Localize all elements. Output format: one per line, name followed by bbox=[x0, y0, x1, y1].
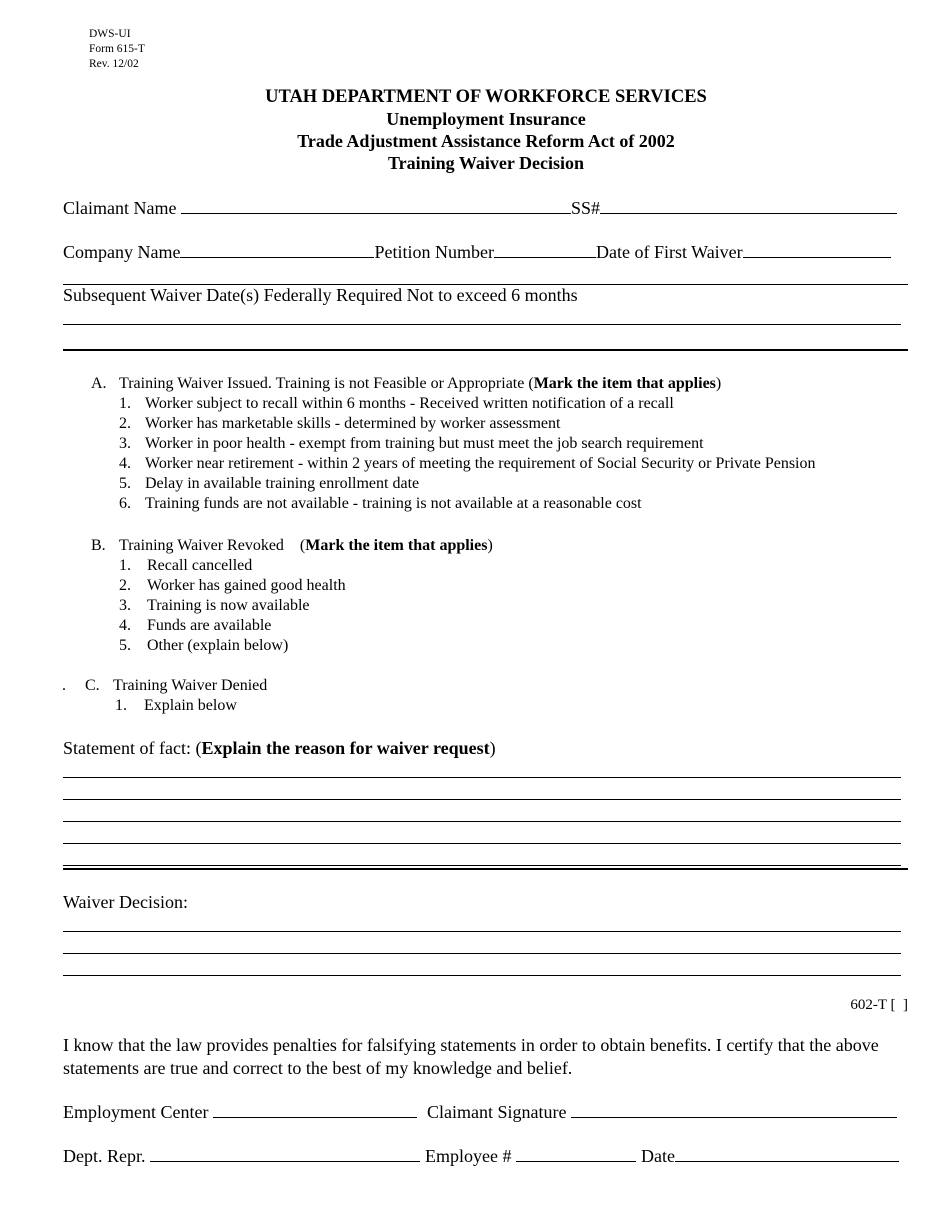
signature-row-2 bbox=[63, 1145, 899, 1167]
statement-line[interactable] bbox=[63, 799, 901, 800]
program-title: Unemployment Insurance bbox=[386, 109, 586, 129]
section-c-item[interactable] bbox=[115, 696, 237, 716]
section-a-item[interactable] bbox=[119, 394, 674, 414]
item-text: Worker in poor health - exempt from training but must meet the job search requirement bbox=[145, 435, 704, 452]
item-number: 4. bbox=[119, 617, 131, 634]
company-name-field[interactable] bbox=[180, 241, 374, 258]
employment-center-field[interactable] bbox=[213, 1101, 417, 1118]
agency-title: UTAH DEPARTMENT OF WORKFORCE SERVICES bbox=[265, 87, 707, 107]
item-text: Other (explain below) bbox=[147, 637, 289, 654]
form-id-block bbox=[89, 27, 145, 72]
section-c-letter: C. bbox=[85, 677, 100, 694]
section-a-item[interactable] bbox=[119, 434, 704, 454]
item-number: 4. bbox=[119, 455, 131, 472]
waiver-decision-label: Waiver Decision: bbox=[63, 892, 189, 912]
section-c-dot: . bbox=[62, 677, 66, 694]
section-a-title: Training Waiver Issued. Training is not Feasible or Appropriate ( bbox=[119, 375, 534, 392]
item-number: 5. bbox=[119, 637, 131, 654]
section-b-heading bbox=[91, 536, 493, 556]
section-b-instruction: Mark the item that applies bbox=[305, 537, 488, 554]
statement-line[interactable] bbox=[63, 777, 901, 778]
section-a-close: ) bbox=[715, 375, 722, 392]
item-number: 2. bbox=[119, 415, 131, 432]
item-text: Worker near retirement - within 2 years of meeting the requirement of Social Security or Private Pension bbox=[145, 455, 816, 472]
act-title: Trade Adjustment Assistance Reform Act of 2002 bbox=[297, 131, 675, 151]
item-number: 1. bbox=[119, 395, 131, 412]
waiver-decision-line[interactable] bbox=[63, 975, 901, 976]
claimant-name-label: Claimant Name bbox=[63, 198, 181, 218]
section-b-title: Training Waiver Revoked ( bbox=[119, 537, 306, 554]
section-b-close: ) bbox=[487, 537, 493, 554]
date-label: Date bbox=[640, 1146, 675, 1166]
form-code-checkbox[interactable]: 602-T [ ] bbox=[850, 997, 908, 1013]
item-number: 1. bbox=[115, 697, 127, 714]
claimant-signature-field[interactable] bbox=[571, 1101, 897, 1118]
waiver-decision-line[interactable] bbox=[63, 953, 901, 954]
subsequent-waiver-label: Subsequent Waiver Date(s) Federally Required Not to exceed 6 months bbox=[63, 285, 578, 305]
divider-line-thick bbox=[63, 868, 908, 870]
section-a-item[interactable] bbox=[119, 414, 560, 434]
item-text: Recall cancelled bbox=[147, 557, 253, 574]
form-number: Form 615-T bbox=[89, 43, 145, 55]
document-header bbox=[0, 86, 950, 174]
first-waiver-date-field[interactable] bbox=[743, 241, 891, 258]
claimant-name-field[interactable] bbox=[181, 197, 571, 214]
statement-suffix: ) bbox=[489, 738, 496, 758]
item-text: Training is now available bbox=[147, 597, 310, 614]
subsequent-waiver-field[interactable] bbox=[63, 324, 901, 325]
section-a-letter: A. bbox=[91, 375, 107, 392]
item-number: 3. bbox=[119, 435, 131, 452]
petition-number-field[interactable] bbox=[494, 241, 596, 258]
item-text: Explain below bbox=[144, 697, 237, 714]
section-b-item[interactable] bbox=[119, 576, 346, 596]
section-b-item[interactable] bbox=[119, 616, 271, 636]
statement-instruction: Explain the reason for waiver request bbox=[201, 738, 490, 758]
section-c-heading bbox=[62, 676, 267, 696]
section-a-item[interactable] bbox=[119, 494, 642, 514]
section-a-instruction: Mark the item that applies bbox=[533, 375, 716, 392]
section-b-letter: B. bbox=[91, 537, 106, 554]
section-a-item[interactable] bbox=[119, 474, 419, 494]
statement-line[interactable] bbox=[63, 865, 901, 866]
section-b-item[interactable] bbox=[119, 596, 310, 616]
item-number: 5. bbox=[119, 475, 131, 492]
statement-line[interactable] bbox=[63, 843, 901, 844]
dept-repr-label: Dept. Repr. bbox=[63, 1146, 150, 1166]
divider-line-thick bbox=[63, 349, 908, 351]
item-number: 1. bbox=[119, 557, 131, 574]
item-text: Delay in available training enrollment date bbox=[145, 475, 420, 492]
item-number: 6. bbox=[119, 495, 131, 512]
claimant-row bbox=[63, 197, 897, 219]
item-text: Worker has gained good health bbox=[147, 577, 346, 594]
item-text: Funds are available bbox=[147, 617, 272, 634]
dept-repr-field[interactable] bbox=[150, 1145, 420, 1162]
form-title: Training Waiver Decision bbox=[387, 153, 584, 173]
employee-number-field[interactable] bbox=[516, 1145, 636, 1162]
date-field[interactable] bbox=[675, 1145, 899, 1162]
signature-row-1 bbox=[63, 1101, 897, 1123]
company-name-label: Company Name bbox=[63, 242, 181, 262]
first-waiver-date-label: Date of First Waiver bbox=[595, 242, 743, 262]
section-a-heading bbox=[91, 374, 721, 394]
form-dept-code: DWS-UI bbox=[89, 28, 131, 40]
ssn-label: SS# bbox=[570, 198, 600, 218]
form-revision: Rev. 12/02 bbox=[89, 58, 139, 70]
item-text: Training funds are not available - training is not available at a reasonable cost bbox=[145, 495, 642, 512]
employee-number-label: Employee # bbox=[425, 1146, 516, 1166]
item-text: Worker subject to recall within 6 months - Received written notification of a recall bbox=[145, 395, 674, 412]
ssn-field[interactable] bbox=[600, 197, 897, 214]
waiver-decision-line[interactable] bbox=[63, 931, 901, 932]
company-row bbox=[63, 241, 891, 263]
section-b-item[interactable] bbox=[119, 556, 252, 576]
petition-number-label: Petition Number bbox=[374, 242, 494, 262]
employment-center-label: Employment Center bbox=[63, 1102, 213, 1122]
section-b-item[interactable] bbox=[119, 636, 288, 656]
section-a-item[interactable] bbox=[119, 454, 816, 474]
statement-prefix: Statement of fact: ( bbox=[63, 738, 202, 758]
section-c-title: Training Waiver Denied bbox=[113, 677, 268, 694]
statement-line[interactable] bbox=[63, 821, 901, 822]
item-text: Worker has marketable skills - determined by worker assessment bbox=[145, 415, 561, 432]
item-number: 2. bbox=[119, 577, 131, 594]
claimant-signature-label: Claimant Signature bbox=[426, 1102, 571, 1122]
statement-of-fact-label bbox=[63, 738, 496, 759]
certification-statement: I know that the law provides penalties for falsifying statements in order to obtain benefits. I certify that the above statements are true and correct to the best of my knowledge and belief. bbox=[63, 1035, 879, 1078]
item-number: 3. bbox=[119, 597, 131, 614]
